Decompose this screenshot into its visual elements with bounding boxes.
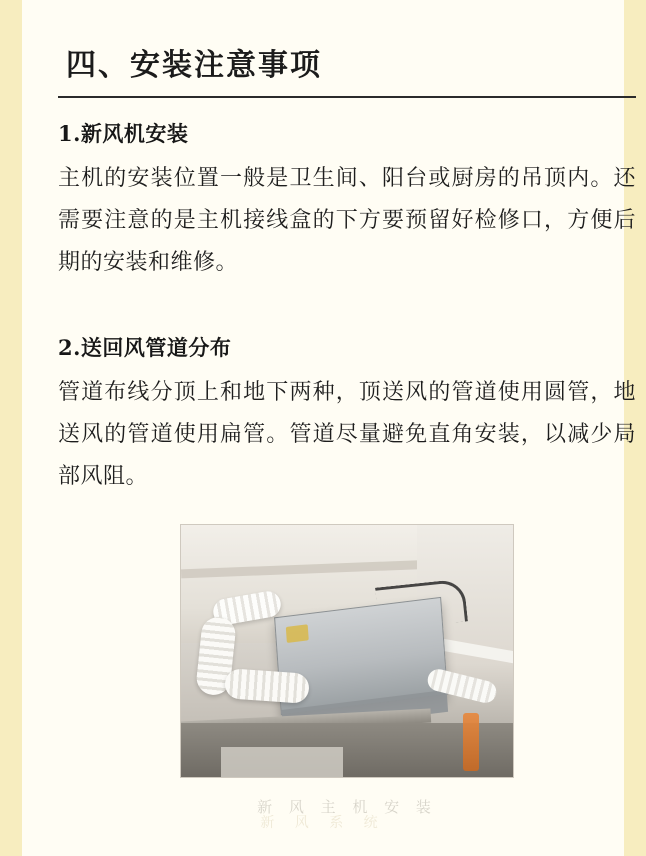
figure-block [58, 524, 636, 817]
photo-unit-terminal-box [286, 624, 309, 643]
section-body: 主机的安装位置一般是卫生间、阳台或厨房的吊顶内。还需要注意的是主机接线盒的下方要预留好检修口，方便后期的安装和维修。 [58, 166, 636, 275]
section-heading: 2.送回风管道分布 [58, 335, 232, 360]
title-divider [58, 96, 636, 98]
section-heading: 1.新风机安装 [58, 121, 189, 146]
page-watermark: 新 风 系 统 [260, 815, 386, 831]
section-installation-unit [58, 118, 636, 284]
section-duct-distribution [58, 332, 636, 498]
paper-sheet [22, 0, 636, 856]
section-body: 管道布线分顶上和地下两种，顶送风的管道使用圆管，地送风的管道使用扁管。管道尽量避免直角安装，以减少局部风阻。 [58, 380, 636, 489]
photo-bottom-panel [221, 747, 343, 777]
document-content [58, 40, 636, 817]
photo-orange-conduit [463, 713, 479, 771]
page-edge-left [0, 0, 22, 856]
installation-photo [180, 524, 514, 778]
photo-flex-duct-lower [224, 668, 310, 704]
figure-caption: 新 风 主 机 安 装 [257, 798, 437, 816]
section-spacer [58, 310, 636, 332]
page-title: 四、安装注意事项 [66, 48, 322, 83]
